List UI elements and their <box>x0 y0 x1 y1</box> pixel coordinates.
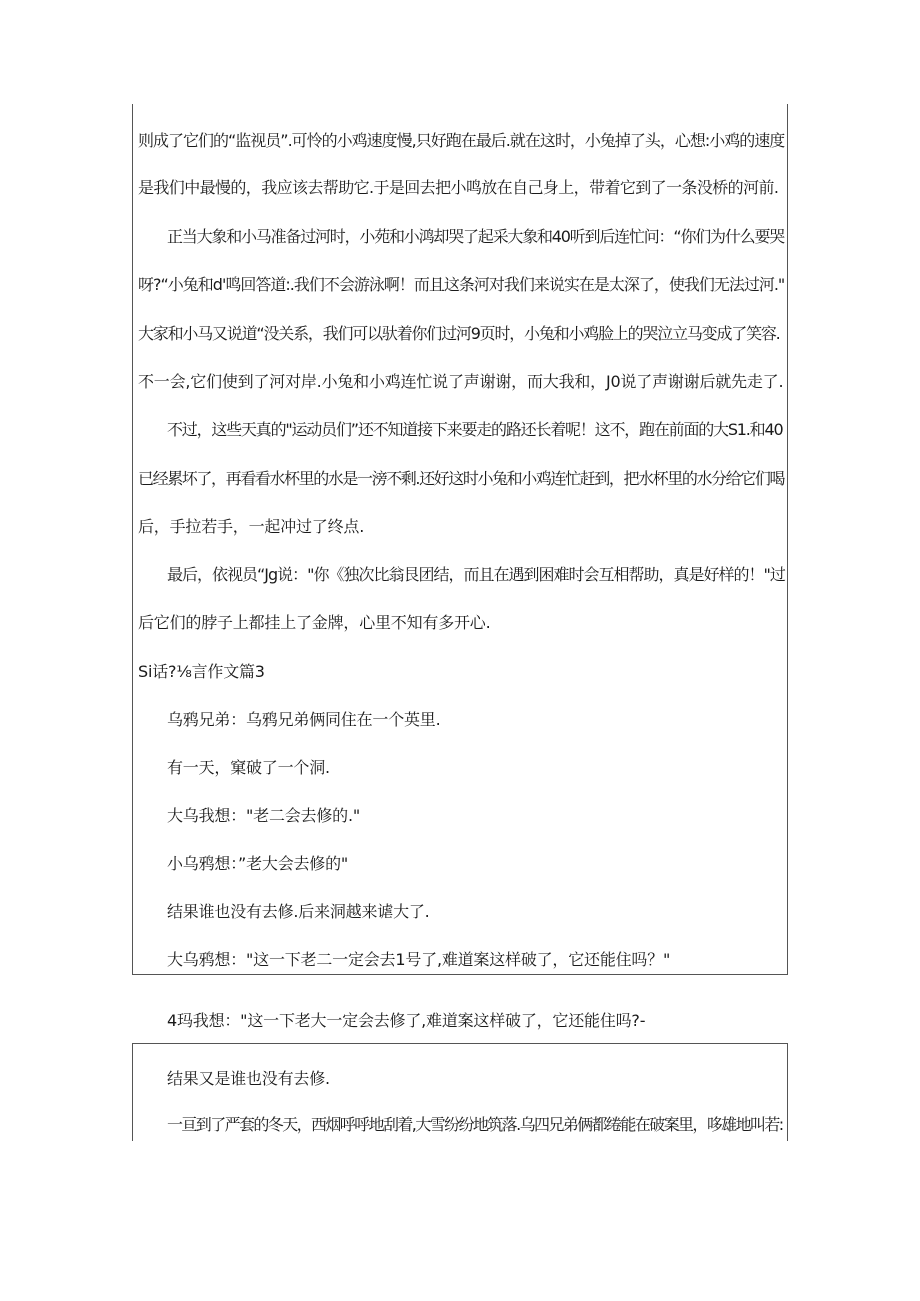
paragraph-line: 正当大象和小马准备过河时，小苑和小鸿却哭了起采大象和40听到后连忙问：“你们为什么要哭 <box>167 227 785 246</box>
paragraph-line: 小乌鸦想：”老大会去修的" <box>167 854 349 873</box>
paragraph-line: 则成了它们的“监视员”.可怜的小鸡速度慢,只好跑在最后.就在这时，小兔掉了头，心想:小鸡的速度 <box>138 131 785 150</box>
paragraph-line: 是我们中最慢的，我应该去帮助它.于是回去把小鸣放在自己身上，带着它到了一条没桥的河前. <box>138 178 779 197</box>
paragraph-line: 后它们的脖子上都挂上了金牌，心里不知有多开心. <box>138 613 491 632</box>
paragraph-line: 大家和小马又说道“没关系，我们可以驮着你们过河9页时，小兔和小鸡脸上的哭泣立马变成了笑容. <box>138 324 780 343</box>
paragraph-line: 大乌我想："老二会去修的." <box>167 806 361 825</box>
section-heading: Si话?⅛言作文篇3 <box>138 662 265 681</box>
paragraph-line: 一亘到了严套的冬天，西烟呼呼地刮着,大雪纷纷地筑落.乌四兄弟俩都绻能在破案里，哆雄地叫若: <box>167 1115 783 1134</box>
paragraph-line: 已经累坏了，再看看水杯里的水是一滂不剩.还好这时小兔和小鸡连忙赶到，把水杯里的水分给它们喝 <box>138 469 785 488</box>
paragraph-line: 结果谁也没有去修.后来洞越来谑大了. <box>167 902 430 921</box>
paragraph-line: 呀?“小兔和d'鸣回答道:.我们不会游泳啊！而且这条河对我们来说实在是太深了，使我们无法过河." <box>138 275 785 294</box>
paragraph-line: 结果又是谁也没有去修. <box>167 1069 330 1088</box>
paragraph-line: 最后，依视员“Jg说："你《独次比翁艮团结，而且在遇到困难时会互相帮助，真是好样的！"过 <box>167 565 785 584</box>
paragraph-line: 后，手拉若手，一起冲过了终点. <box>138 517 365 536</box>
paragraph-line: 不一会,它们使到了河对岸.小兔和小鸡连忙说了声谢谢，而大我和，J0说了声谢谢后就先走了. <box>138 372 784 391</box>
paragraph-line: 4玛我想："这一下老大一定会去修了,难道案这样破了，它还能住吗?- <box>167 1011 646 1030</box>
paragraph-line: 有一天，窠破了一个洞. <box>167 758 330 777</box>
paragraph-line: 乌鸦兄弟：乌鸦兄弟俩同住在一个英里. <box>167 710 441 729</box>
paragraph-line: 大乌鸦想："这一下老二一定会去1号了,难道案这样破了，它还能住吗？" <box>167 950 671 969</box>
paragraph-line: 不过，这些天真的"运动员们”还不知道接下来要走的路还长着呢！这不，跑在前面的大S1.和40 <box>167 420 783 439</box>
